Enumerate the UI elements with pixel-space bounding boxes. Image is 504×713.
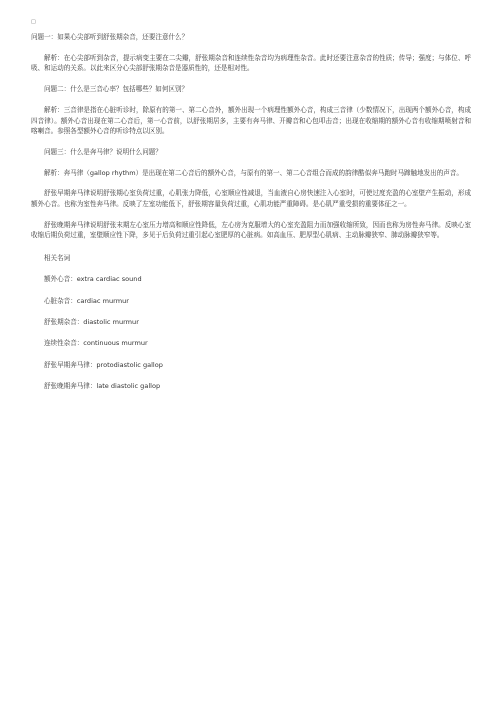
term-item: 连续性杂音：continuous murmur: [44, 339, 148, 348]
top-mark: □: [31, 19, 36, 25]
answer-1: 解析：在心尖部听到杂音，提示病变主要在二尖瓣，舒张期杂音和连续性杂音均为病理性杂音。此时还要注意杂音的性质；传导；强度；与体位、呼吸、和运动的关系。以此来区分心尖部舒张期杂音是器质性的，还是相对性。: [31, 53, 471, 73]
term-item: 额外心音：extra cardiac sound: [44, 275, 142, 284]
answer-3: 解析：奔马律（gallop rhythm）是出现在第二心音后的额外心音，与原有的第一、第二心音组合而成的韵律酷似奔马跑时马蹄触地发出的声音。: [44, 168, 463, 177]
late-gallop-paragraph: 舒张晚期奔马律说明舒张末期左心室压力增高和顺应性降低，左心房为克服增大的心室充盈阻力而加强收缩所致，因而也称为房性奔马律。反映心室收缩后期负荷过重，室壁顺应性下降，多见于后负荷过重引起心室肥厚的心脏病。如高血压、肥厚型心肌病、主动脉瓣狭窄、肺动脉瓣狭窄等。: [31, 220, 471, 240]
term-item: 心脏杂音：cardiac murmur: [44, 296, 129, 305]
term-item: 舒张早期奔马律：protodiastolic gallop: [44, 360, 163, 369]
answer-2: 解析：三音律是指在心脏听诊时，除原有的第一、第二心音外，额外出现一个病理性额外心音，构成三音律（少数情况下，出现两个额外心音，构成四音律）。额外心音出现在第二心音后，第一心音前，以舒张期居多，主要有奔马律、开瓣音和心包叩击音；出现在收缩期的额外心音有收缩期喷射音和喀喇音。参照各型额外心音的听诊特点以区别。: [31, 105, 471, 136]
related-terms-heading: 相关名词: [44, 254, 71, 263]
document-page: [31, 18, 471, 402]
question-1: 问题一：如果心尖部听到舒张期杂音，还要注意什么？: [31, 33, 189, 41]
term-item: 舒张晚期奔马律：late diastolic gallop: [44, 381, 161, 390]
early-gallop-paragraph: 舒张早期奔马律说明舒张期心室负荷过重，心肌张力降低，心室顺应性减退，当血液自心房快速注入心室时，可使过度充盈的心室壁产生振动，形成额外心音。也称为室性奔马律。反映了左室功能低下，舒张期容量负荷过重，心肌功能严重障碍。是心肌严重受损的重要体征之一。: [31, 189, 471, 209]
question-2: 问题二：什么是三音心率？包括哪些？如何区别？: [44, 85, 189, 94]
question-3: 问题三：什么是奔马律？说明什么问题？: [44, 147, 162, 156]
term-item: 舒张期杂音：diastolic murmur: [44, 318, 139, 327]
